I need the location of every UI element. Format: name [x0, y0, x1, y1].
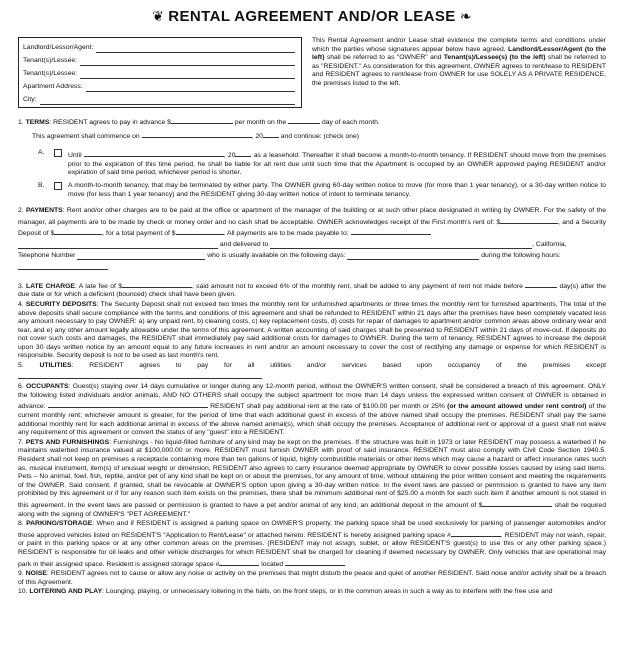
- payable-to-blank[interactable]: [351, 227, 431, 235]
- option-a-checkbox[interactable]: [54, 149, 62, 157]
- city-field[interactable]: City:: [23, 92, 295, 105]
- section-utilities: 5. UTILITIES: RESIDENT agrees to pay for all utilities and/or services based upon occupancy of the premises except: [18, 362, 606, 382]
- late-fee-blank[interactable]: [122, 280, 192, 288]
- commence-date-blank[interactable]: [142, 130, 252, 138]
- option-b: B. A month-to-month tenancy, that may be terminated by either party. The OWNER giving 60-day written notice to move (for more than 1 year tenancy), or a 30-day written notice to move (for less than 1 year tenancy) and the RESIDENT giving 30-day written notice of intent to terminate tenancy.: [38, 181, 606, 198]
- address-input-line[interactable]: [86, 82, 295, 92]
- security-deposit-blank[interactable]: [54, 227, 102, 235]
- until-date-blank[interactable]: [84, 149, 224, 157]
- occupants-list-blank[interactable]: [48, 400, 208, 408]
- tenant-2-input-line[interactable]: [80, 69, 295, 79]
- section-terms: 1. TERMS: RESIDENT agrees to pay in advance $ per month on the day of each month. This agreement shall commence on , 20 and continue: (check one): [18, 116, 606, 141]
- delivered-to-blank[interactable]: [270, 241, 532, 249]
- rent-amount-blank[interactable]: [171, 116, 233, 124]
- intro-paragraph: This Rental Agreement and/or Lease shall evidence the complete terms and conditions under which the parties whose signatures appear below have agreed. Landlord/Lessor/Agent (to the left) shall be referred to as "OWNER" and Tenant(s)/Lessee(s) (to the left) shall be referred to as "RESIDENT." As consideration for this agreement, OWNER agrees to rent/lease to RESIDENT and RESIDENT agrees to rent/lease from OWNER for use SOLELY AS A PRIVATE RESIDENCE, the premises listed to the left.: [312, 37, 607, 87]
- commence-year-blank[interactable]: [263, 130, 279, 138]
- section-pets-furnishings: 7. PETS AND FURNISHINGS: Furnishings - No liquid-filled furniture of any kind may be kept on the premises. If the structure was built in 1973 or later RESIDENT may possess a waterbed if he maintains waterbed insurance valued at $100,000.00 or more. RESIDENT must furnish OWNER with proof of said insurance. RESIDENT must also comply with Civil Code Section 1940.5. Resident shall not keep on premises a receptacle containing more than ten gallons of liquid, highly combustible materials or other items which may cause a hazard or affect insurance rates such as, musical instrument, item(s) of unusual weight or dimension, RESIDENT also agrees to carry insurance deemed appropriate by OWNER to cover possible losses caused by using said items. Pets – No animal, fowl, fish, reptile, and/or pet of any kind shall be kept on or about the premises, for any amount of time, without obtaining the prior written consent and meeting the requirements of the OWNER. Said consent, if granted, shall be revocable at OWNER'S option upon giving a 30-day written notice. In the event laws are passed or permission is granted to have any item prohibited by this agreement or if for any reason such item exists on the premises, there shall be minimum additional rent of $25.00 a month for each such item if another amount is not stated in this agreement. In the event laws are passed or permission is granted to have a pet and/or animal of any kind, an additional deposit in the amount of $ shall be required along with the signing of OWNER'S "PET AGREEMENT.": [18, 438, 606, 518]
- storage-location-blank[interactable]: [285, 558, 345, 566]
- storage-space-blank[interactable]: [219, 558, 259, 566]
- left-ornament-icon: ❦: [152, 8, 165, 24]
- tenant-1-input-line[interactable]: [80, 56, 295, 66]
- party-fields-box: [18, 37, 302, 108]
- available-hours-blank[interactable]: [18, 262, 108, 270]
- section-noise: 9. NOISE: RESIDENT agrees not to cause or allow any noise or activity on the premises that might disturb the peace and quiet of another RESIDENT. Said noise and/or activity shall be a breach of this Agreement.: [18, 570, 607, 586]
- section-payments: 2. PAYMENTS: Rent and/or other charges are to be paid at the office or apartment of the manager of the building or at such other place designated in writing by OWNER. For the safety of the manager, all payments are to be made by check or money order and no cash shall be acceptable. OWNER acknowledges receipt of the First month's rent of: $ , and a Security Deposit of $ , for a total payment of $ . All payments are to be made payable to: and delivered to , California, Telephone Number who is usually available on the following days: during the following hours:: [18, 207, 606, 274]
- option-b-checkbox[interactable]: [54, 182, 62, 190]
- commence-line: This agreement shall commence on , 20 and continue: (check one): [18, 130, 606, 142]
- title-text: RENTAL AGREEMENT AND/OR LEASE: [168, 8, 456, 25]
- tenant-field-1[interactable]: Tenant(s)/Lessee:: [23, 53, 295, 66]
- parking-space-blank[interactable]: [451, 529, 501, 537]
- rent-day-blank[interactable]: [288, 116, 320, 124]
- right-ornament-icon: ❧: [459, 8, 472, 24]
- option-a: A. Until , 20 as a leasehold. Thereafter it shall become a month-to-month tenancy. If RESIDENT should move from the premises prior to the expiration of this time period, he shall be liable for all rent due until such time that the Apartment is occupied by an OWNER approved paying RESIDENT and/or expiration of said time period, whichever period is shorter.: [38, 149, 606, 177]
- section-late-charge: 3. LATE CHARGE: A late fee of $ , said amount not to exceed 6% of the monthly rent, shall be added to any payment of rent not made before day(s) after the due date or for which a deficient (bounced) check shall have been given.: [18, 280, 606, 300]
- section-occupants: 6. OCCUPANTS: Guest(s) staying over 14 days cumulative or longer during any 12-month period, without the OWNER'S written consent, shall be considered a breach of this agreement. ONLY the following listed individuals and/or animals, AND NO OTHERS shall occupy the subject apartment for more than 14 days unless the expressed written consent of OWNER is obtained in advance: RESIDENT shall pay additional rent at the rate of $100.00 per month or 25% (or the amount allowed under rent control) of the current monthly rent; whichever amount is greater, for the period of time that each additional guest in excess of the above named shall occupy the premises. RESIDENT shall pay the same additional monthly rent for each additional animal in excess of the above named animal(s), which shall occupy the premises. Acceptance of additional rent or approval of a guest shall not waive any requirement of this agreement or convert the status of any "guest" into a RESIDENT.: [18, 383, 607, 437]
- header-section: [18, 37, 606, 108]
- available-days-blank[interactable]: [347, 252, 479, 260]
- section-loitering: 10. LOITERING AND PLAY: Lounging, playing, or unnecessary loitering in the halls, on the front steps, or in the common areas in such a way as to interfere with the free use and: [18, 588, 553, 596]
- section-parking-storage: 8. PARKING/STORAGE: When and if RESIDENT is assigned a parking space on OWNER'S property, the parking space shall be used exclusively for parking of passenger automobiles and/or those approved vehicles listed on RESIDENT'S "Application to Rent/Lease" or attached hereto. RESIDENT is hereby assigned parking space # . RESIDENT may not wash, repair, or paint in this parking space or at any other common areas on the premises. (RESIDENT may not assign, sublet, or allow RESIDENT'S guest(s) to use this or any other parking space.) RESIDENT is responsible for oil leaks and other vehicle discharges for which RESIDENT shall be charged for cleaning if deemed necessary by OWNER. Only vehicles that are operational may park in their assigned space. Resident is assigned storage space # located: [18, 520, 607, 568]
- section-security-deposits: 4. SECURITY DEPOSITS: The Security Deposit shall not exceed two times the monthly rent for unfurnished apartments or three times the monthly rent for furnished apartments. The total of the above deposits shall secure compliance with the terms and conditions of this agreement and shall be refunded to RESIDENT within 21 days after the premises have been completely vacated less any amount necessary to pay OWNER: a) any unpaid rent, b) cleaning costs, c) key replacement costs, d) costs for repair of damages to apartment and/or common areas above ordinary wear and tear, and e) any other amount legally allowable under the terms of this agreement. A written accounting of said charges shall be presented to RESIDENT within 21 days of move-out. If deposits do not cover such costs and damages, the RESIDENT shall immediately pay said additional costs for damages to OWNER. During the term of tenancy, RESIDENT agrees to increase the deposit upon 30 days written notice by an amount equal to any future increases in rent and/or an amount necessary to cover the cost of rectifying any damage or expense for which RESIDENT is responsible. Security deposit is not to be used as last month's rent.: [18, 300, 606, 360]
- first-month-rent-blank[interactable]: [500, 216, 558, 224]
- city-input-line[interactable]: [40, 95, 295, 105]
- landlord-input-line[interactable]: [96, 43, 295, 53]
- address-field[interactable]: Apartment Address:: [23, 79, 295, 92]
- payable-to-continued-blank[interactable]: [18, 241, 218, 249]
- late-days-blank[interactable]: [525, 280, 557, 288]
- tenant-field-2[interactable]: Tenant(s)/Lessee:: [23, 66, 295, 79]
- pet-deposit-blank[interactable]: [482, 499, 552, 507]
- utilities-except-blank[interactable]: [18, 371, 262, 379]
- document-page: [18, 6, 606, 597]
- until-year-blank[interactable]: [235, 149, 251, 157]
- total-payment-blank[interactable]: [176, 227, 224, 235]
- document-title: [18, 6, 606, 27]
- telephone-blank[interactable]: [77, 252, 205, 260]
- landlord-field[interactable]: Landlord/Lessor/Agent:: [23, 40, 295, 53]
